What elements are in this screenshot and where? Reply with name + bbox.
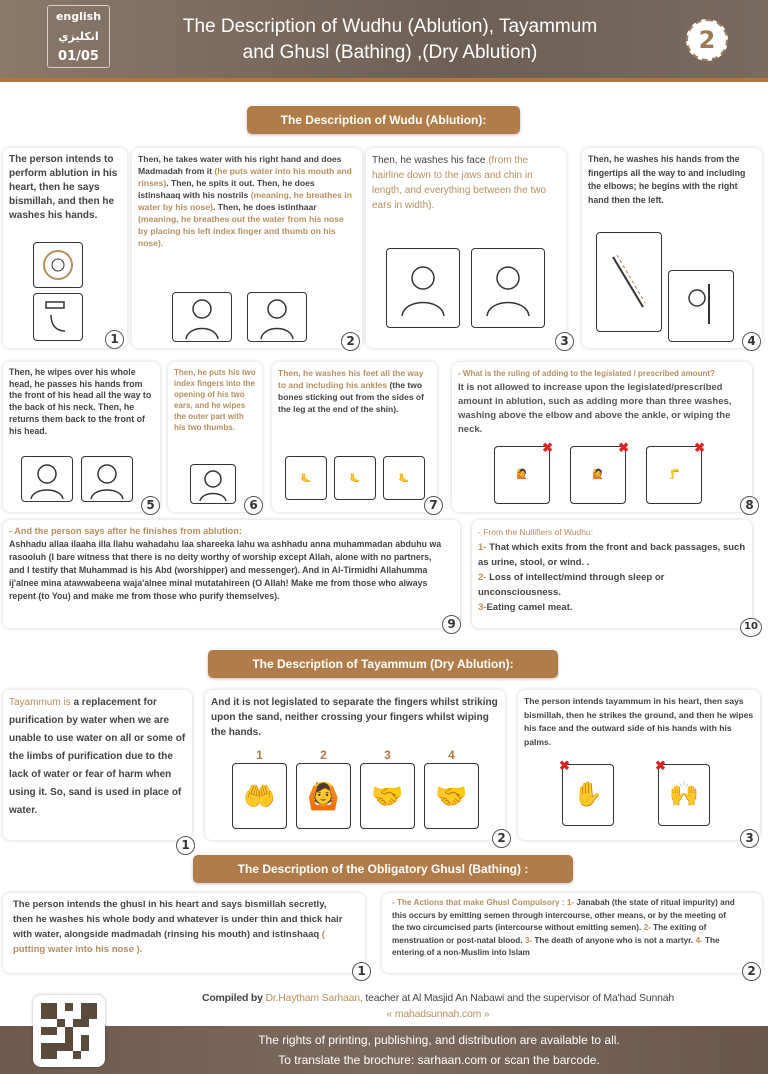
wipe-right-hand-icon: 🤝 [360, 763, 415, 829]
page-title [140, 14, 640, 66]
prohibited-x-icon: ✖ [559, 758, 570, 773]
step-label: 3 [384, 748, 391, 762]
step-number-4: 4 [742, 332, 761, 351]
tayammum-fingers-card [205, 690, 505, 840]
text: The person intends the ghusl in his heart and says bismillah secretly, then he washes his whole body and whatever is under thin and thick hair with water, alongside madmadah (rinsing his mouth) and istinshaaq [13, 899, 343, 940]
wrong-crossing-icon: ✖ 🙌 [658, 764, 710, 826]
wudu-section-title: The Description of Wudu (Ablution): [247, 106, 520, 134]
title-line-1: The Description of Wudhu (Ablution), Tayammum [182, 16, 598, 37]
step-number-1: 1 [352, 962, 371, 981]
step-number-9: 9 [442, 615, 461, 634]
prohibited-x-icon: ✖ [694, 440, 705, 455]
ruling-question: - What is the ruling of adding to the legislated / prescribed amount? [458, 369, 715, 378]
nullifiers-card [472, 520, 752, 628]
prohibited-x-icon: ✖ [618, 440, 629, 455]
step-text: Then, he washes his hands from the fingertips all the way to and including the elbows; he begins with the right hand then the left. [588, 154, 746, 205]
prohibited-x-icon: ✖ [655, 758, 666, 773]
website-link[interactable]: « mahadsunnah.com » [386, 1008, 490, 1020]
wudu-step-3-card [366, 148, 566, 348]
item-text: Eating camel meat. [486, 602, 573, 613]
item-number: 2- [478, 572, 487, 583]
ghusl-section-title: The Description of the Obligatory Ghusl (Bathing) : [193, 855, 573, 883]
language-page-badge [47, 5, 110, 68]
wrong-hands-icon: ✖ ✋ [562, 764, 614, 826]
step-number-8: 8 [740, 496, 759, 515]
step-number-2: 2 [492, 829, 511, 848]
wash-feet-icon-1: 🦶 [285, 456, 327, 500]
author-name: Dr.Haytham Sarhaan, [265, 992, 363, 1004]
tayammum-step-4 [424, 748, 479, 829]
compiled-label: Compiled by [201, 992, 266, 1004]
text-highlight: (he puts water into his mouth and rinses) [138, 166, 352, 188]
nullifiers-heading: - From the Nullifiers of Wudhu: [478, 527, 594, 537]
prohibited-x-icon: ✖ [542, 440, 553, 455]
step-label: 4 [448, 748, 455, 762]
wash-feet-icon-3: 🦶 [383, 456, 425, 500]
text: (the two bones sticking out from the sides of the leg at the end of the shin). [278, 380, 424, 414]
step-text: And it is not legislated to separate the fingers whilst striking upon the sand, neither crossing your fingers whilst wiping the hands. [211, 697, 498, 738]
wudu-step-6-card [168, 362, 262, 512]
title-line-2: and Ghusl (Bathing) ,(Dry Ablution) [242, 42, 538, 63]
wipe-left-hand-icon: 🤝 [424, 763, 479, 829]
nullifier-item-2 [478, 570, 746, 600]
page-counter: 01/05 [58, 49, 99, 64]
text: The exiting of menstruation or post-natal blood. [392, 923, 707, 945]
wudu-step-2-card [132, 148, 362, 348]
step-number-3: 3 [740, 829, 759, 848]
item-number: 1- [478, 542, 487, 553]
tayammum-definition-card [3, 690, 192, 840]
item-number: 2- [643, 923, 651, 932]
wudu-step-4-card [582, 148, 762, 348]
wash-arm-icon [596, 232, 662, 332]
tayammum-method-card [518, 690, 760, 840]
text-highlight: (meaning, he breathes out the water from his nose by placing his left index finger and thumb on his nose). [138, 214, 344, 248]
tayammum-step-3 [360, 748, 415, 829]
language-arabic: انكليزي [58, 30, 99, 43]
istinshaaq-icon [247, 292, 307, 342]
dua-heading: - And the person says after he finishes from ablution: [9, 526, 242, 536]
wash-face-icon [386, 248, 460, 328]
step-text: The person intends to perform ablution in his heart, then he says bismillah, and then he washes his hands. [9, 154, 118, 221]
text-highlight: ( putting water into his nose ). [13, 929, 325, 955]
item-text: Loss of intellect/mind through sleep or unconsciousness. [478, 572, 665, 598]
after-ablution-dua-card [3, 520, 460, 628]
step-number-10: 10 [740, 618, 762, 637]
step-text: Then, he puts his two index fingers into the opening of his two ears, and he wipes the outer part with his two thumbs. [174, 368, 256, 432]
step-text: Then, he wipes over his whole head, he passes his hands from the front of his head all the way to the back of his neck. Then, he returns them back to the front of his head. [9, 367, 152, 436]
text: The entering of a non-Muslim into Islam [392, 935, 720, 957]
wudu-step-5-card [3, 362, 160, 512]
step-number-2: 2 [341, 332, 360, 351]
step-text: The person intends tayammum in his heart, then says bismillah, then he strikes the ground, and then he wipes his face and the outward side of his hands with his palms. [524, 696, 754, 747]
ruling-answer: It is not allowed to increase upon the legislated/prescribed amount in ablution, such as adding more than three washes, washing above the elbow and above the ankle, or wiping the neck. [458, 382, 732, 435]
text-highlight: Tayammum is [9, 697, 71, 708]
text: The death of anyone who is not a martyr. [532, 935, 696, 945]
compiler-credit [108, 990, 768, 1022]
intention-icon [33, 242, 83, 288]
qr-code[interactable] [33, 995, 105, 1067]
wipe-face-icon: 🙆 [296, 763, 351, 829]
item-number: 3- [478, 602, 487, 613]
wudu-step-1-card [3, 148, 127, 348]
madmadah-icon [172, 292, 232, 342]
step-number-6: 6 [244, 496, 263, 515]
text: a replacement for purification by water when we are unable to use water on all or some of the limbs of purification due to the lack of water or fear of harm when using it. So, sand is used in place of water. [9, 697, 186, 816]
wipe-ears-icon [190, 464, 236, 504]
text-highlight: Then, he washes his feet all the way to and including his ankles [278, 368, 424, 390]
wash-arm-elbow-icon [668, 270, 734, 342]
step-label: 2 [320, 748, 327, 762]
item-number: 4- [695, 935, 703, 945]
translate-text: To translate the brochure: sarhaan.com or scan the barcode. [278, 1053, 600, 1067]
text: . Then, he spits it out. Then, he does istinshaaq with his nostrils [138, 178, 315, 200]
step-number-1: 1 [105, 330, 124, 349]
dua-text: Ashhadu allaa ilaaha illa llahu wahadahu laa shareeka lahu wa ashhadu anna muhammadan abduhu wa rasooluh (I bare witness that there is no deity worthy of worship except Allah, alone with no partners, and I testify that Muhammad is his Abd (worshipper) and messenger). And in Al-Tirmidhi Allahumma ij'alnee mina atawwabeena waja'alnee minal mutatahireen (O Allah! Make me from those who always repent (to You) and make me from those who purify themselves). [9, 539, 442, 601]
rights-text: The rights of printing, publishing, and distribution are available to all. [258, 1033, 620, 1047]
text: Janabah (the state of ritual impurity) and this occurs by emitting semen through intercourse, other means, or by the meeting of the two circumcised parts (intercourse without emitting semen). [392, 898, 735, 932]
qr-code-icon [41, 1003, 97, 1059]
strike-hands-icon: 🤲 [232, 763, 287, 829]
text-highlight: (from the hairline down to the jaws and chin in length, and everything between the two ears in width). [372, 155, 547, 211]
wipe-head-back-icon [81, 456, 133, 502]
wrong-above-ankle-icon: ✖ 🦵 [646, 446, 702, 504]
step-number-7: 7 [424, 496, 443, 515]
item-number: 3- [524, 935, 533, 945]
item-text: That which exits from the front and back passages, such as urine, stool, or wind. . [478, 542, 746, 568]
wudu-ruling-card [452, 362, 752, 512]
wash-face-front-icon [471, 248, 545, 328]
wipe-head-icon [21, 456, 73, 502]
text-highlight: (meaning, he breathes in water by his nose) [138, 190, 352, 212]
tayammum-step-2 [296, 748, 351, 829]
step-number-5: 5 [141, 496, 160, 515]
text: Then, he washes his face [372, 155, 489, 166]
compulsory-heading: - The Actions that make Ghusl Compulsory : 1- [392, 898, 575, 907]
step-number-3: 3 [555, 332, 574, 351]
footer-rights [110, 1030, 768, 1070]
author-role: teacher at Al Masjid An Nabawi and the supervisor of Ma'had Sunnah [362, 992, 675, 1004]
ghusl-compulsory-card [382, 893, 762, 973]
wudu-step-7-card [272, 362, 437, 512]
wash-hands-icon [33, 293, 83, 341]
step-number-1: 1 [176, 836, 195, 855]
tayammum-steps [232, 748, 482, 829]
step-label: 1 [256, 748, 263, 762]
ghusl-method-card [3, 893, 365, 973]
language-english: english [55, 10, 102, 23]
text: . Then, he does istinthaar [212, 202, 317, 212]
section-number-badge: 2 [686, 19, 728, 61]
text: Then, he takes water with his right hand and does Madmadah from it [138, 154, 342, 176]
tayammum-step-1 [232, 748, 287, 829]
tayammum-section-title: The Description of Tayammum (Dry Ablution): [208, 650, 558, 678]
wrong-wash-icon: ✖ 🙋 [570, 446, 626, 504]
step-number-2: 2 [742, 962, 761, 981]
wrong-neck-wipe-icon: ✖ 🙋 [494, 446, 550, 504]
nullifier-item-1 [478, 540, 746, 570]
nullifier-item-3 [478, 600, 746, 615]
wash-feet-icon-2: 🦶 [334, 456, 376, 500]
